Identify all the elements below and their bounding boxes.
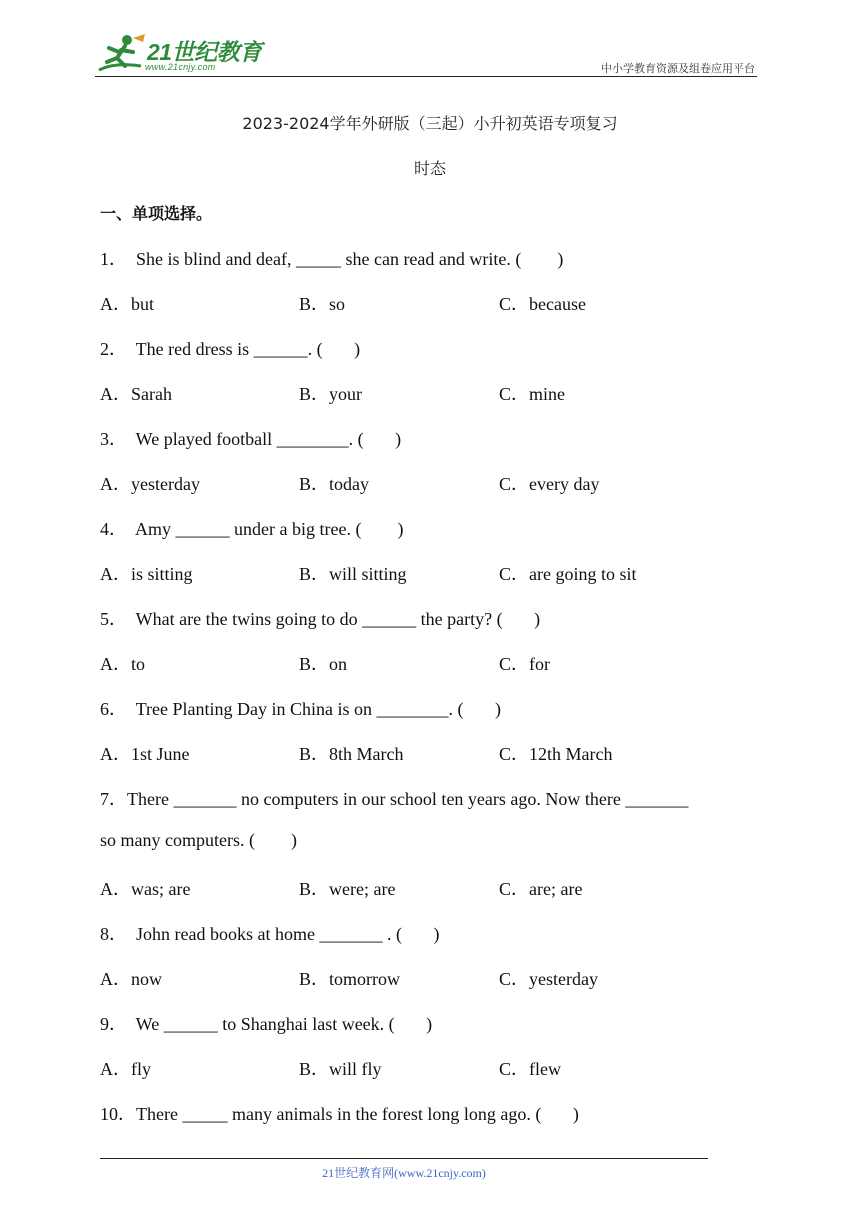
document-subtitle: 时态 bbox=[413, 159, 446, 178]
q1-option-c: C．because bbox=[499, 294, 586, 314]
q1-option-b: B．so bbox=[299, 294, 346, 314]
q7-option-b: B．were; are bbox=[299, 879, 396, 899]
q9-option-a: A．fly bbox=[100, 1059, 151, 1079]
footer-text: 21世纪教育网(www.21cnjy.com) bbox=[322, 1166, 486, 1180]
q8-option-b: B．tomorrow bbox=[299, 969, 400, 989]
q5-option-b: B．on bbox=[299, 654, 348, 674]
q8-option-c: C．yesterday bbox=[499, 969, 598, 989]
q3-option-c: C．every day bbox=[499, 474, 600, 494]
question-10: 10．There _____ many animals in the forest long long ago. ( ) bbox=[100, 1104, 579, 1124]
header-divider bbox=[95, 76, 757, 77]
question-1: 1． She is blind and deaf, _____ she can read and write. ( ) bbox=[100, 249, 564, 269]
q1-option-a: A．but bbox=[100, 294, 154, 314]
question-9: 9． We ______ to Shanghai last week. ( ) bbox=[100, 1014, 433, 1034]
logo-url: www.21cnjy.com bbox=[145, 62, 216, 72]
q4-option-c: C．are going to sit bbox=[499, 564, 637, 584]
q6-option-a: A．1st June bbox=[100, 744, 190, 764]
q9-option-b: B．will fly bbox=[299, 1059, 382, 1079]
q3-option-b: B．today bbox=[299, 474, 369, 494]
q2-option-b: B．your bbox=[299, 384, 362, 404]
q3-option-a: A．yesterday bbox=[100, 474, 200, 494]
question-7: 7．There _______ no computers in our school ten years ago. Now there _______ bbox=[100, 789, 689, 809]
q5-option-a: A．to bbox=[100, 654, 145, 674]
q7-option-a: A．was; are bbox=[100, 879, 191, 899]
q2-option-c: C．mine bbox=[499, 384, 565, 404]
document-title: 2023-2024学年外研版（三起）小升初英语专项复习 bbox=[242, 114, 618, 133]
question-8: 8． John read books at home _______ . ( ) bbox=[100, 924, 440, 944]
logo bbox=[95, 32, 265, 78]
q8-option-a: A．now bbox=[100, 969, 162, 989]
question-5: 5． What are the twins going to do ______ the party? ( ) bbox=[100, 609, 541, 629]
q7-option-c: C．are; are bbox=[499, 879, 583, 899]
q5-option-c: C．for bbox=[499, 654, 550, 674]
q2-option-a: A．Sarah bbox=[100, 384, 172, 404]
q9-option-c: C．flew bbox=[499, 1059, 561, 1079]
q4-option-b: B．will sitting bbox=[299, 564, 407, 584]
logo-text: 21世纪教育 bbox=[147, 39, 262, 65]
q4-option-a: A．is sitting bbox=[100, 564, 193, 584]
question-2: 2． The red dress is ______. ( ) bbox=[100, 339, 361, 359]
page-header bbox=[95, 30, 757, 80]
question-3: 3． We played football ________. ( ) bbox=[100, 429, 402, 449]
footer-divider bbox=[100, 1158, 708, 1159]
q6-option-c: C．12th March bbox=[499, 744, 613, 764]
question-6: 6． Tree Planting Day in China is on ________. ( ) bbox=[100, 699, 501, 719]
runner-logo-icon bbox=[95, 32, 149, 78]
q6-option-b: B．8th March bbox=[299, 744, 404, 764]
section-heading: 一、单项选择。 bbox=[100, 204, 213, 223]
question-4: 4． Amy ______ under a big tree. ( ) bbox=[100, 519, 404, 539]
platform-name: 中小学教育资源及组卷应用平台 bbox=[601, 62, 755, 75]
question-7-continued: so many computers. ( ) bbox=[100, 830, 297, 850]
